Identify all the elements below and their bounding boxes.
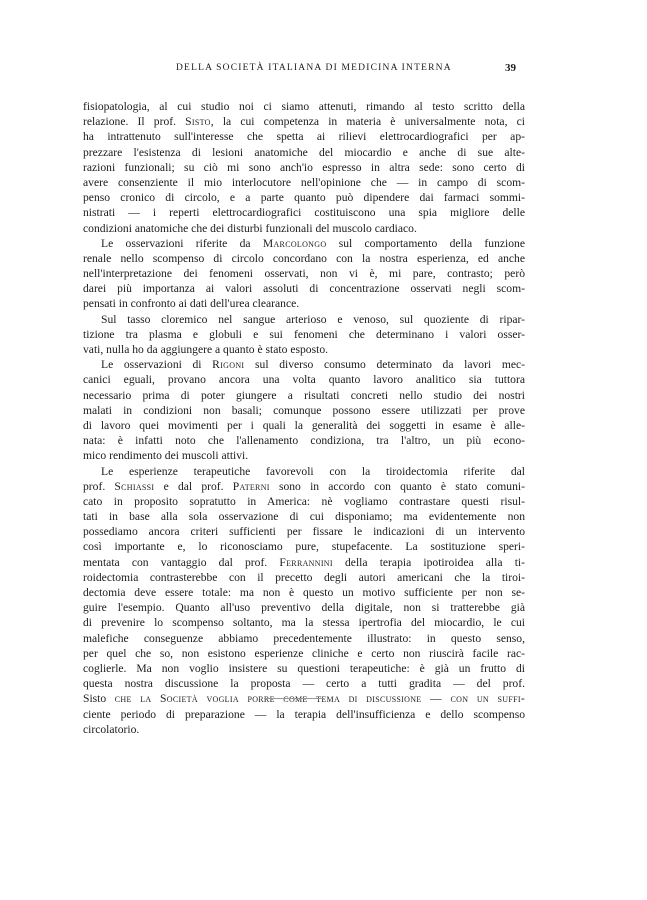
text-line [83, 631, 525, 646]
text-segment: della terapia ipotiroidea alla ti- [332, 555, 525, 569]
text-segment: coglierle. Ma non voglio insistere su questioni terapeutiche: è già un frutto di [83, 661, 525, 675]
text-line [83, 646, 525, 661]
author-name: Schiassi [114, 479, 155, 493]
text-line [83, 175, 525, 190]
text-segment: canici eguali, provano ancora una volta quanto lavoro analitico sia tuttora [83, 373, 525, 387]
text-segment: cato in proposito sopratutto in America: nè vogliamo contrastare questi risul- [83, 494, 525, 508]
text-segment: tati in base alla sola osservazione di cui disponiamo; ma evidentemente non [83, 510, 525, 524]
text-line [83, 296, 525, 311]
text-segment: malati in condizioni non basali; comunque possono essere utilizzati per prove [83, 403, 525, 417]
author-name: che la Società voglia porre come tema di discussione — con un suffi- [106, 692, 525, 706]
text-segment: dectomia deve essere totale: ma non è questo un motivo sufficiente per non se- [83, 586, 525, 599]
running-title: DELLA SOCIETÀ ITALIANA DI MEDICINA INTERNA [176, 63, 452, 73]
text-line [83, 403, 525, 418]
text-line [83, 494, 525, 509]
text-line [83, 388, 525, 403]
text-segment: possediamo ancora criteri sufficienti per fissare le indicazioni di un intervento [83, 525, 525, 539]
text-segment: sul diverso consumo determinato da lavori mec- [244, 358, 525, 372]
text-line [83, 312, 525, 327]
text-segment: malefiche conseguenze abbiamo precedentemente illustrato: in questo senso, [83, 631, 525, 645]
text-line [83, 357, 525, 372]
text-line [83, 129, 525, 144]
text-segment: renale nello scompenso di circolo concordano con la nostra esperienza, ed anche [83, 251, 525, 265]
text-segment: darei più importanza ai valori assoluti di concentrazione osservati negli scom- [83, 282, 525, 296]
text-segment: mico rendimento dei muscoli attivi. [83, 449, 249, 463]
text-line [83, 99, 525, 114]
author-name: Ferrannini [279, 555, 333, 569]
text-segment: e dal prof. [154, 479, 233, 493]
text-segment: Le osservazioni riferite da [101, 236, 263, 250]
author-name: Paterni [232, 479, 270, 493]
text-segment: razioni funzionali; su ciò mi sono anch'io espresso in altra sede: sono certo di [83, 160, 525, 174]
text-segment: di prevenire lo scompenso soltanto, ma la stessa ipertrofia del miocardio, le cui [83, 616, 525, 630]
text-line [83, 418, 525, 433]
text-line [83, 221, 525, 236]
running-head [0, 63, 647, 79]
text-segment: questa nostra discussione la proposta — certo a tutti gradita — del prof. [83, 677, 525, 691]
text-line [83, 722, 525, 737]
text-segment: vati, nulla ho da aggiungere a quanto è stato esposto. [83, 343, 329, 356]
text-segment: avere consenziente il mio interlocutore nell'opinione che — in campo di scom- [83, 175, 525, 189]
text-segment: ha intrattenuto sull'interesse che spetta ai rilievi elettrocardiografici per ap- [83, 130, 525, 144]
text-segment: sono in accordo con quanto è stato comuni- [269, 479, 525, 493]
text-segment: Sul tasso cloremico nel sangue arterioso e venoso, sul quoziente di ripar- [101, 312, 525, 326]
text-segment: così importante e, lo riconosciamo pure, stupefacente. La sostituzione speri- [83, 540, 525, 554]
text-segment: nistrati — i reperti elettrocardiografici costituiscono una spia migliore delle [83, 206, 525, 220]
text-line [83, 585, 525, 600]
text-line [83, 707, 525, 722]
page-number: 39 [505, 62, 516, 74]
text-line [83, 676, 525, 691]
text-segment: Sisto [83, 692, 107, 706]
text-line [83, 281, 525, 296]
text-line [83, 570, 525, 585]
text-line [83, 145, 525, 160]
body-text [83, 99, 525, 737]
text-segment: per quel che so, non esistono esperienze cliniche e certo non riuscirà facile rac- [83, 646, 525, 660]
author-name: Marcolongo [262, 236, 327, 250]
text-line [83, 433, 525, 448]
text-line [83, 342, 525, 357]
text-segment: Le osservazioni di [101, 358, 213, 372]
text-line [83, 114, 525, 129]
author-name: Sisto [185, 115, 211, 129]
text-line [83, 600, 525, 615]
text-line [83, 524, 525, 539]
text-segment: condizioni anatomiche che dei disturbi funzionali del muscolo cardiaco. [83, 221, 417, 235]
text-segment: Le esperienze terapeutiche favorevoli con la tiroidectomia riferite dal [101, 464, 525, 478]
text-segment: nell'interpretazione dei fenomeni osservati, non vi è, mi pare, contrasto; però [83, 267, 525, 281]
text-segment: mentata con vantaggio dal prof. [83, 555, 280, 569]
text-line [83, 327, 525, 342]
text-segment: ciente periodo di preparazione — la terapia dell'insufficienza e dello scompenso [83, 707, 525, 721]
text-segment: prezzare l'esistenza di lesioni anatomiche del miocardio e anche di sue alte- [83, 145, 525, 159]
text-line [83, 236, 525, 251]
text-line [83, 464, 525, 479]
text-segment: penso cronico di circolo, e a parte quanto può dipendere dai farmaci sommi- [83, 191, 525, 205]
text-segment: , la cui competenza in materia è universalmente nota, ci [210, 115, 525, 129]
text-line [83, 509, 525, 524]
text-segment: sul comportamento della funzione [326, 236, 525, 250]
end-rule [264, 698, 324, 699]
text-line [83, 555, 525, 570]
text-segment: tizione tra plasma e globuli e sui fenomeni che determinano i valori osser- [83, 327, 525, 341]
text-segment: nata: è infatti noto che l'allenamento condiziona, tra l'altro, un più econo- [83, 434, 525, 448]
author-name: Rigoni [212, 358, 245, 372]
text-line [83, 661, 525, 676]
text-line [83, 448, 525, 463]
text-segment: circolatorio. [83, 722, 140, 736]
text-segment: fisiopatologia, al cui studio noi ci siamo attenuti, rimando al testo scritto della [83, 100, 525, 113]
text-segment: relazione. Il prof. [83, 115, 186, 129]
text-line [83, 266, 525, 281]
text-segment: prof. [83, 479, 115, 493]
text-segment: roidectomia contrasterebbe con il precetto degli autori americani che la tiroi- [83, 570, 525, 584]
text-line [83, 205, 525, 220]
text-segment: pensati in confronto ai dati dell'urea clearance. [83, 297, 300, 311]
text-segment: necessario prima di poter giungere a risultati concreti nello studio dei nostri [83, 388, 525, 402]
text-line [83, 190, 525, 205]
text-line [83, 479, 525, 494]
text-line [83, 372, 525, 387]
text-line [83, 160, 525, 175]
text-segment: guire l'esempio. Quanto all'uso preventivo della digitale, non si tratterebbe già [83, 601, 525, 615]
text-segment: di lavoro quei movimenti per i quali la generalità dei soggetti in esame è alle- [83, 418, 525, 432]
text-line [83, 615, 525, 630]
text-line [83, 251, 525, 266]
text-line [83, 539, 525, 554]
